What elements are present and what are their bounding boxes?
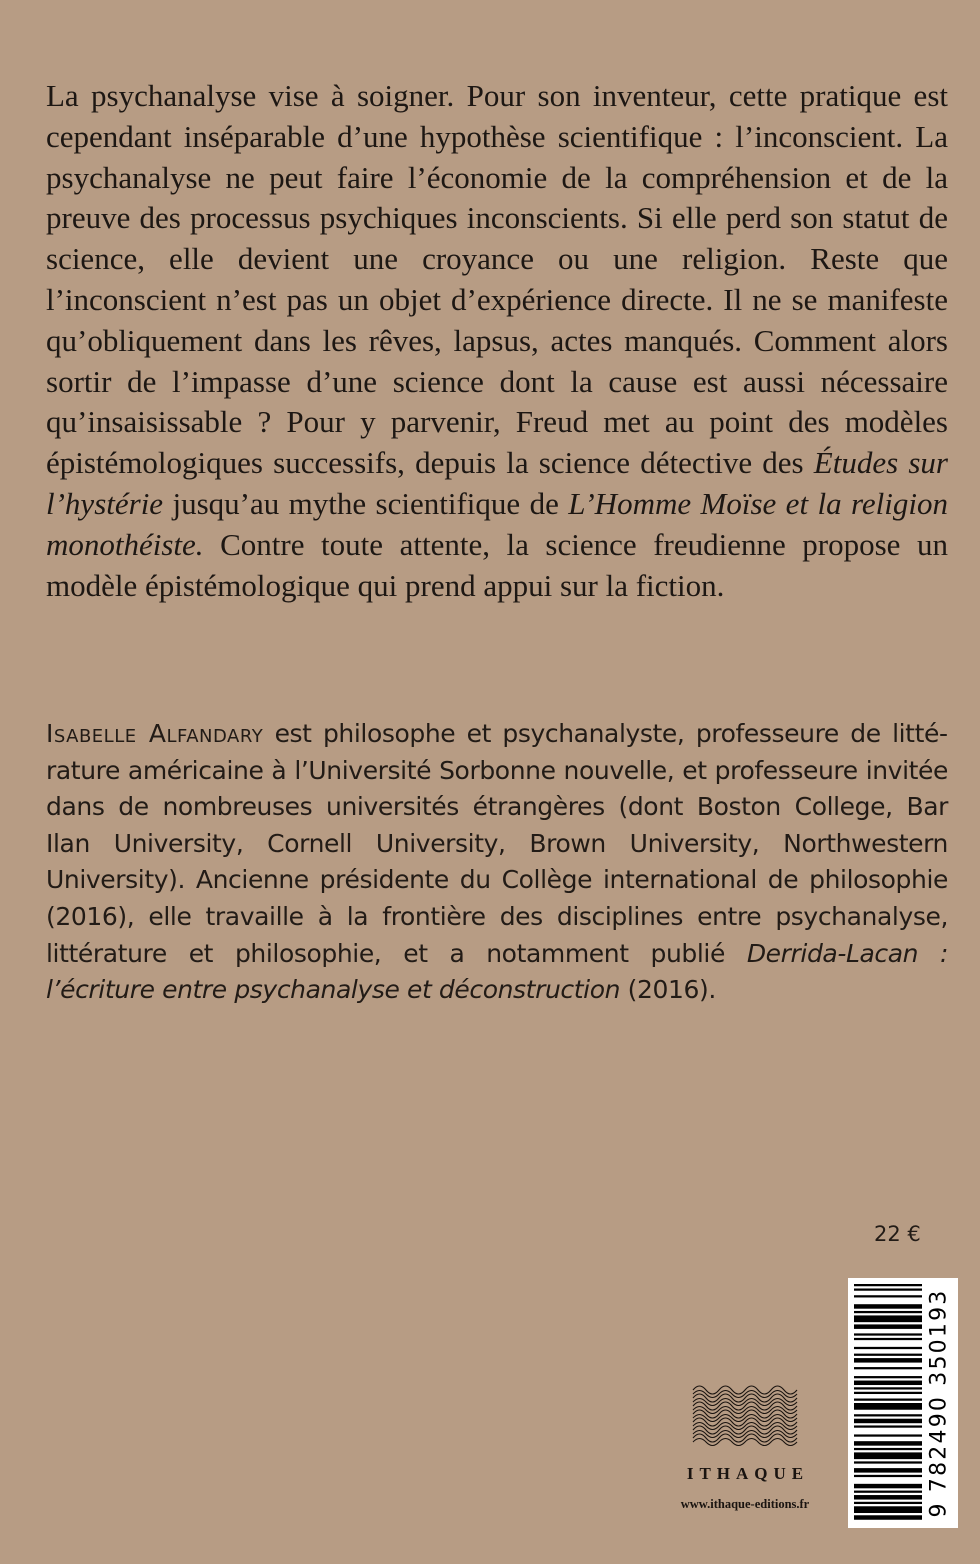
bio-book-title: Derrida-Lacan : l’écriture entre psychanalyse et déconstruction	[46, 938, 948, 1005]
author-name: Isabelle Alfandary	[46, 719, 264, 748]
bio-text-2: (2016).	[620, 975, 716, 1005]
bio-text-1: est philosophe et psychanalyste, professeure de littérature américaine à l’Université Sorbonne nouvelle, et professeure invitée dans de nombreuses universités étrangères (dont Boston College, Bar Ilan University, Cornell University, Brown University, Northwestern University). Ancienne présidente du Collège international de philosophie (2016), elle travaille à la frontière des disciplines entre psychanalyse, littérature et philosophie, et a notamment publié	[46, 719, 948, 968]
ithaque-wave-logo-icon	[689, 1380, 801, 1452]
isbn-digits: 9 782490 350193	[926, 1288, 952, 1518]
isbn-barcode	[848, 1278, 958, 1528]
blurb-text-2: jusqu’au mythe scientifique de	[163, 485, 569, 521]
back-cover-blurb	[46, 76, 948, 606]
price-label: 22 €	[874, 1222, 921, 1246]
isbn-barcode-icon	[854, 1284, 922, 1522]
blurb-text-1: La psychanalyse vise à soigner. Pour son inventeur, cette pratique est cependant inséparable d’une hypothèse scientifique : l’inconscient. La psychanalyse ne peut faire l’économie de la compréhension et de la preuve des processus psychiques inconscients. Si elle perd son statut de science, elle devient une croyance ou une religion. Reste que l’inconscient n’est pas un objet d’expérience directe. Il ne se manifeste qu’obliquement dans les rêves, lapsus, actes manqués. Comment alors sortir de l’impasse d’une science dont la cause est aussi nécessaire qu’insaisissable ? Pour y parvenir, Freud met au point des modèles épistémologiques successifs, depuis la science détective des	[46, 78, 948, 481]
author-bio	[46, 716, 948, 1009]
blurb-book-title-etudes: Études sur l’hystérie	[46, 445, 948, 521]
publisher-url: www.ithaque-editions.fr	[680, 1497, 810, 1511]
publisher-logo	[660, 1380, 830, 1512]
blurb-book-title-moise: L’Homme Moïse et la religion monothéiste.	[46, 485, 949, 562]
publisher-name: ITHAQUE	[686, 1464, 810, 1483]
blurb-text-3: Contre toute attente, la science freudienne propose un modèle épistémologique qui prend appui sur la fiction.	[46, 526, 948, 603]
